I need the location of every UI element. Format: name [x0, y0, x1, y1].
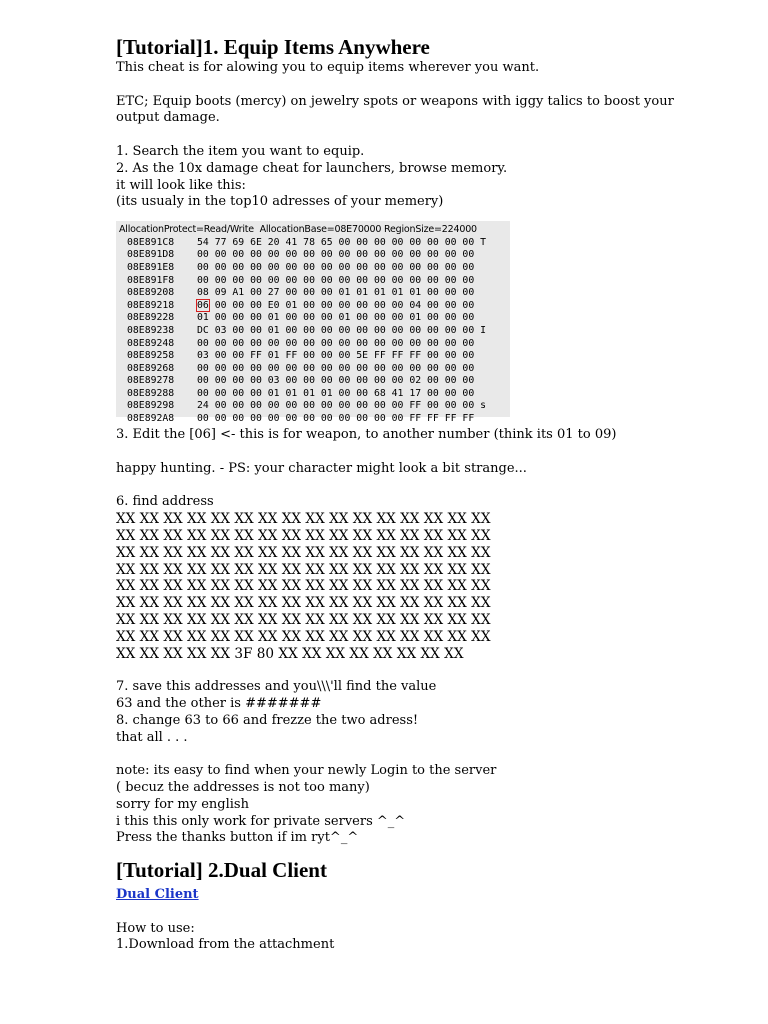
how-to-use-text: How to use:	[116, 920, 195, 936]
memory-bytes	[197, 338, 474, 351]
memory-rows	[119, 237, 510, 426]
that-all-text: that all . . .	[116, 729, 188, 745]
memory-row	[119, 249, 510, 262]
memory-address: 08E89278	[127, 375, 175, 387]
memory-address: 08E89248	[127, 337, 175, 349]
memory-row	[119, 350, 510, 363]
memory-row	[119, 375, 510, 388]
address-pattern-line: XX XX XX XX XX XX XX XX XX XX XX XX XX XX XX XX	[116, 561, 491, 578]
memory-address: 08E89288	[127, 387, 175, 399]
memory-row	[119, 287, 510, 300]
tutorial2-title: [Tutorial] 2.Dual Client	[116, 858, 327, 883]
memory-address: 08E892A8	[127, 413, 175, 425]
memory-byte-values: 00 00 00 00 00 00 00 00 00 00 00 00 00 00 00 00	[197, 274, 475, 286]
memory-row	[119, 300, 510, 313]
step-8: 8. change 63 to 66 and frezze the two adress!	[116, 712, 419, 728]
document-page	[116, 34, 676, 954]
becuz-text: ( becuz the addresses is not too many)	[116, 779, 370, 795]
memory-row	[119, 312, 510, 325]
memory-bytes	[197, 350, 474, 363]
etc-text-2: output damage.	[116, 110, 220, 126]
step-3: 3. Edit the [06] <- this is for weapon, to another number (think its 01 to 09)	[116, 427, 617, 443]
memory-byte-values: 01 00 00 00 01 00 00 00 01 00 00 00 01 00 00 00	[197, 312, 475, 324]
memory-row	[119, 388, 510, 401]
sorry-text: sorry for my english	[116, 796, 249, 812]
memory-row	[119, 275, 510, 288]
memory-row	[119, 413, 510, 426]
memory-address: 08E89268	[127, 362, 175, 374]
note-text: note: its easy to find when your newly Login to the server	[116, 763, 497, 779]
memory-address: 08E89238	[127, 324, 175, 336]
private-servers-text: i this this only work for private servers ^_^	[116, 813, 406, 829]
memory-bytes	[197, 400, 486, 413]
step-7a: 7. save this addresses and you\\\'ll find the value	[116, 679, 437, 695]
memory-byte-values: DC 03 00 00 01 00 00 00 00 00 00 00 00 00 00 00 I	[197, 324, 487, 336]
memory-byte-values: 00 00 00 E0 01 00 00 00 00 00 00 04 00 00 00	[208, 299, 475, 311]
memory-byte-values: 00 00 00 00 00 00 00 00 00 00 00 00 FF FF FF FF	[197, 413, 475, 425]
address-pattern-line: XX XX XX XX XX XX XX XX XX XX XX XX XX XX XX XX	[116, 611, 491, 628]
memory-byte-values: 00 00 00 00 00 00 00 00 00 00 00 00 00 00 00 00	[197, 249, 475, 261]
intro-text: This cheat is for alowing you to equip items wherever you want.	[116, 60, 540, 75]
memory-row	[119, 363, 510, 376]
memory-row	[119, 400, 510, 413]
step-2: 2. As the 10x damage cheat for launchers, browse memory.	[116, 160, 508, 176]
memory-byte-values: 00 00 00 00 00 00 00 00 00 00 00 00 00 00 00 00	[197, 337, 475, 349]
address-pattern-line: XX XX XX XX XX 3F 80 XX XX XX XX XX XX XX XX	[116, 645, 464, 662]
memory-bytes	[197, 262, 474, 275]
usualy-text: (its usualy in the top10 adresses of your memery)	[116, 194, 444, 210]
memory-byte-values: 00 00 00 00 00 00 00 00 00 00 00 00 00 00 00 00	[197, 362, 475, 374]
memory-address: 08E891E8	[127, 261, 175, 273]
download-step: 1.Download from the attachment	[116, 937, 335, 953]
memory-bytes	[197, 375, 474, 388]
memory-bytes	[197, 363, 474, 376]
step-7b: 63 and the other is #######	[116, 695, 322, 711]
memory-bytes	[197, 388, 474, 401]
memory-address: 08E891C8	[127, 236, 175, 248]
memory-address: 08E89298	[127, 400, 175, 412]
memory-byte-values: 00 00 00 00 01 01 01 01 00 00 68 41 17 00 00 00	[197, 387, 475, 399]
happy-hunting-text: happy hunting. - PS: your character might look a bit strange...	[116, 460, 527, 476]
memory-byte-values: 03 00 00 FF 01 FF 00 00 00 5E FF FF FF 00 00 00	[197, 350, 475, 362]
tutorial1-title: [Tutorial]1. Equip Items Anywhere	[116, 35, 430, 59]
memory-byte-values: 08 09 A1 00 27 00 00 00 01 01 01 01 01 00 00 00	[197, 287, 475, 299]
thanks-text: Press the thanks button if im ryt^_^	[116, 830, 359, 846]
memory-row	[119, 237, 510, 250]
memory-view-header: AllocationProtect=Read/Write AllocationBase=08E70000 RegionSize=224000	[119, 224, 477, 236]
address-pattern-line: XX XX XX XX XX XX XX XX XX XX XX XX XX XX XX XX	[116, 527, 491, 544]
memory-bytes	[197, 300, 474, 313]
memory-address: 08E891F8	[127, 274, 175, 286]
memory-row	[119, 262, 510, 275]
memory-byte-values: 00 00 00 00 03 00 00 00 00 00 00 00 02 00 00 00	[197, 375, 475, 387]
memory-bytes	[197, 249, 474, 262]
memory-byte-values: 00 00 00 00 00 00 00 00 00 00 00 00 00 00 00 00	[197, 261, 475, 273]
etc-text-1: ETC; Equip boots (mercy) on jewelry spots or weapons with iggy talics to boost your	[116, 93, 674, 109]
memory-row	[119, 338, 510, 351]
memory-address: 08E89218	[127, 299, 175, 311]
memory-bytes	[197, 275, 474, 288]
memory-address: 08E89208	[127, 287, 175, 299]
memory-byte-values: 24 00 00 00 00 00 00 00 00 00 00 00 FF 00 00 00 s	[197, 400, 487, 412]
step-1: 1. Search the item you want to equip.	[116, 143, 365, 159]
memory-address: 08E891D8	[127, 249, 175, 261]
memory-byte-values: 54 77 69 6E 20 41 78 65 00 00 00 00 00 00 00 00 T	[197, 236, 487, 248]
memory-bytes	[197, 413, 474, 426]
address-pattern-block	[116, 511, 676, 662]
dual-client-link[interactable]: Dual Client	[116, 887, 199, 903]
memory-bytes	[197, 237, 486, 250]
memory-view-screenshot	[116, 221, 510, 425]
highlighted-byte: 06	[197, 299, 209, 311]
address-pattern-line: XX XX XX XX XX XX XX XX XX XX XX XX XX XX XX XX	[116, 511, 491, 528]
memory-row	[119, 325, 510, 338]
address-pattern-line: XX XX XX XX XX XX XX XX XX XX XX XX XX XX XX XX	[116, 628, 491, 645]
memory-bytes	[197, 312, 474, 325]
memory-bytes	[197, 325, 486, 338]
step-6: 6. find address	[116, 494, 214, 510]
address-pattern-line: XX XX XX XX XX XX XX XX XX XX XX XX XX XX XX XX	[116, 544, 491, 561]
look-text: it will look like this:	[116, 177, 246, 193]
address-pattern-line: XX XX XX XX XX XX XX XX XX XX XX XX XX XX XX XX	[116, 578, 491, 595]
memory-bytes	[197, 287, 474, 300]
memory-address: 08E89258	[127, 350, 175, 362]
memory-address: 08E89228	[127, 312, 175, 324]
address-pattern-line: XX XX XX XX XX XX XX XX XX XX XX XX XX XX XX XX	[116, 595, 491, 612]
